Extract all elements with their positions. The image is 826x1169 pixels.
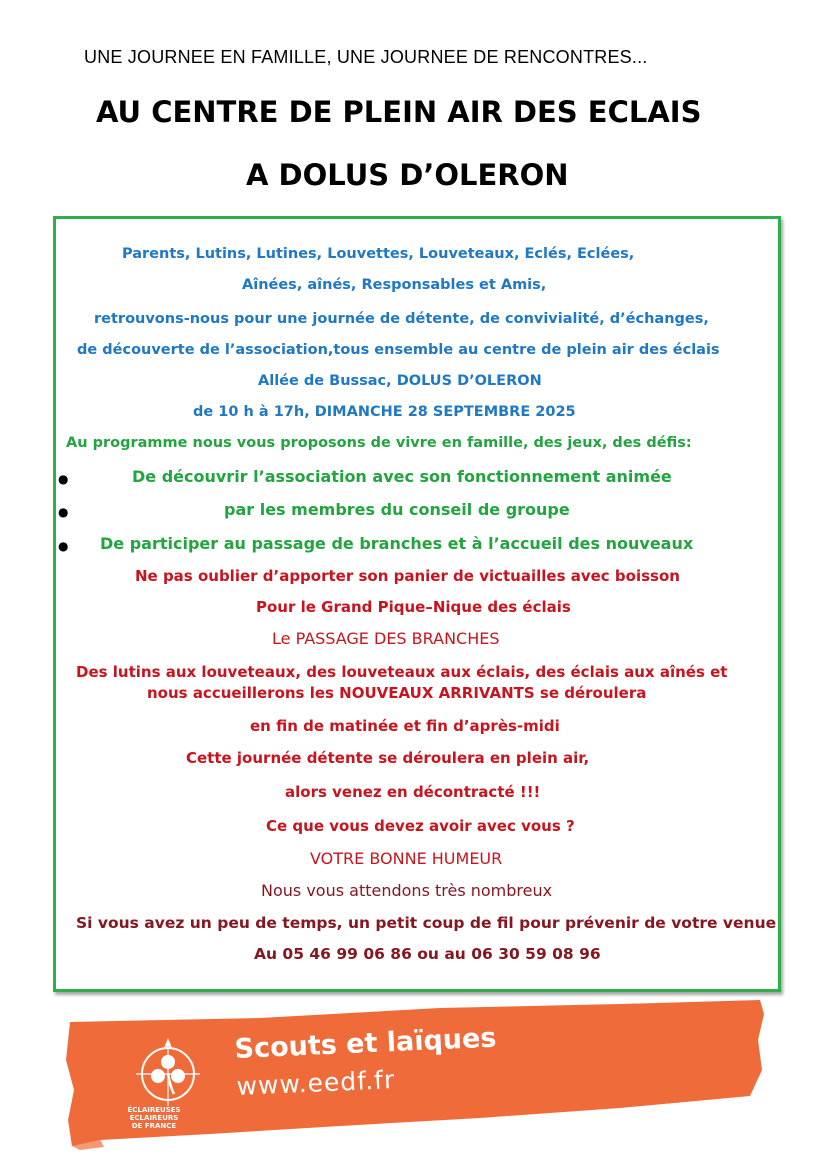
- logo-text: [104, 1106, 204, 1130]
- red-line: alors venez en décontracté !!!: [285, 783, 541, 801]
- banner-title: Scouts et laïques: [234, 1022, 497, 1065]
- bullet-item: De découvrir l’association avec son fonctionnement animée: [132, 467, 672, 486]
- bullet-dot: ●: [58, 539, 69, 553]
- title-line-1: AU CENTRE DE PLEIN AIR DES ECLAIS: [96, 95, 702, 129]
- logo-text-line-2: DE FRANCE: [131, 1122, 177, 1130]
- banner-url[interactable]: www.eedf.fr: [236, 1065, 396, 1101]
- red-line: en fin de matinée et fin d’après-midi: [250, 717, 560, 735]
- body-line: retrouvons-nous pour une journée de détente, de convivialité, d’échanges,: [94, 311, 709, 327]
- body-line: Aînées, aînés, Responsables et Amis,: [242, 277, 547, 293]
- bullet-item: De participer au passage de branches et à l’accueil des nouveaux: [100, 534, 694, 553]
- body-line: de découverte de l’association,tous ensemble au centre de plein air des éclais: [77, 342, 720, 358]
- red-line: nous accueillerons les NOUVEAUX ARRIVANTS se déroulera: [147, 684, 647, 702]
- eedf-logo-icon: [128, 1038, 208, 1106]
- red-line: VOTRE BONNE HUMEUR: [310, 849, 503, 868]
- body-line: de 10 h à 17h, DIMANCHE 28 SEPTEMBRE 2025: [193, 404, 576, 420]
- closing-line: Si vous avez un peu de temps, un petit coup de fil pour prévenir de votre venue: [76, 914, 777, 932]
- body-line: Parents, Lutins, Lutines, Louvettes, Louveteaux, Eclés, Eclées,: [122, 246, 635, 262]
- body-line: Allée de Bussac, DOLUS D’OLERON: [258, 373, 542, 389]
- bullet-item: par les membres du conseil de groupe: [224, 500, 570, 519]
- closing-line: Nous vous attendons très nombreux: [261, 881, 553, 900]
- phone-line: Au 05 46 99 06 86 ou au 06 30 59 08 96: [254, 945, 601, 963]
- red-line: Le PASSAGE DES BRANCHES: [272, 629, 500, 648]
- red-line: Pour le Grand Pique–Nique des éclais: [256, 598, 571, 616]
- tagline: UNE JOURNEE EN FAMILLE, UNE JOURNEE DE RENCONTRES...: [84, 47, 648, 67]
- red-line: Cette journée détente se déroulera en plein air,: [186, 749, 590, 767]
- red-line: Ce que vous devez avoir avec vous ?: [266, 817, 575, 835]
- bullet-dot: ●: [58, 505, 69, 519]
- red-line: Ne pas oublier d’apporter son panier de victuailles avec boisson: [135, 567, 680, 585]
- red-line: Des lutins aux louveteaux, des louveteaux aux éclais, des éclais aux aînés et: [76, 663, 728, 681]
- bullet-dot: ●: [58, 472, 69, 486]
- program-intro: Au programme nous vous proposons de vivre en famille, des jeux, des défis:: [66, 435, 692, 451]
- logo-text-line-1: ÉCLAIREUSES ÉCLAIREURS: [127, 1106, 181, 1122]
- title-line-2: A DOLUS D’OLERON: [246, 158, 569, 192]
